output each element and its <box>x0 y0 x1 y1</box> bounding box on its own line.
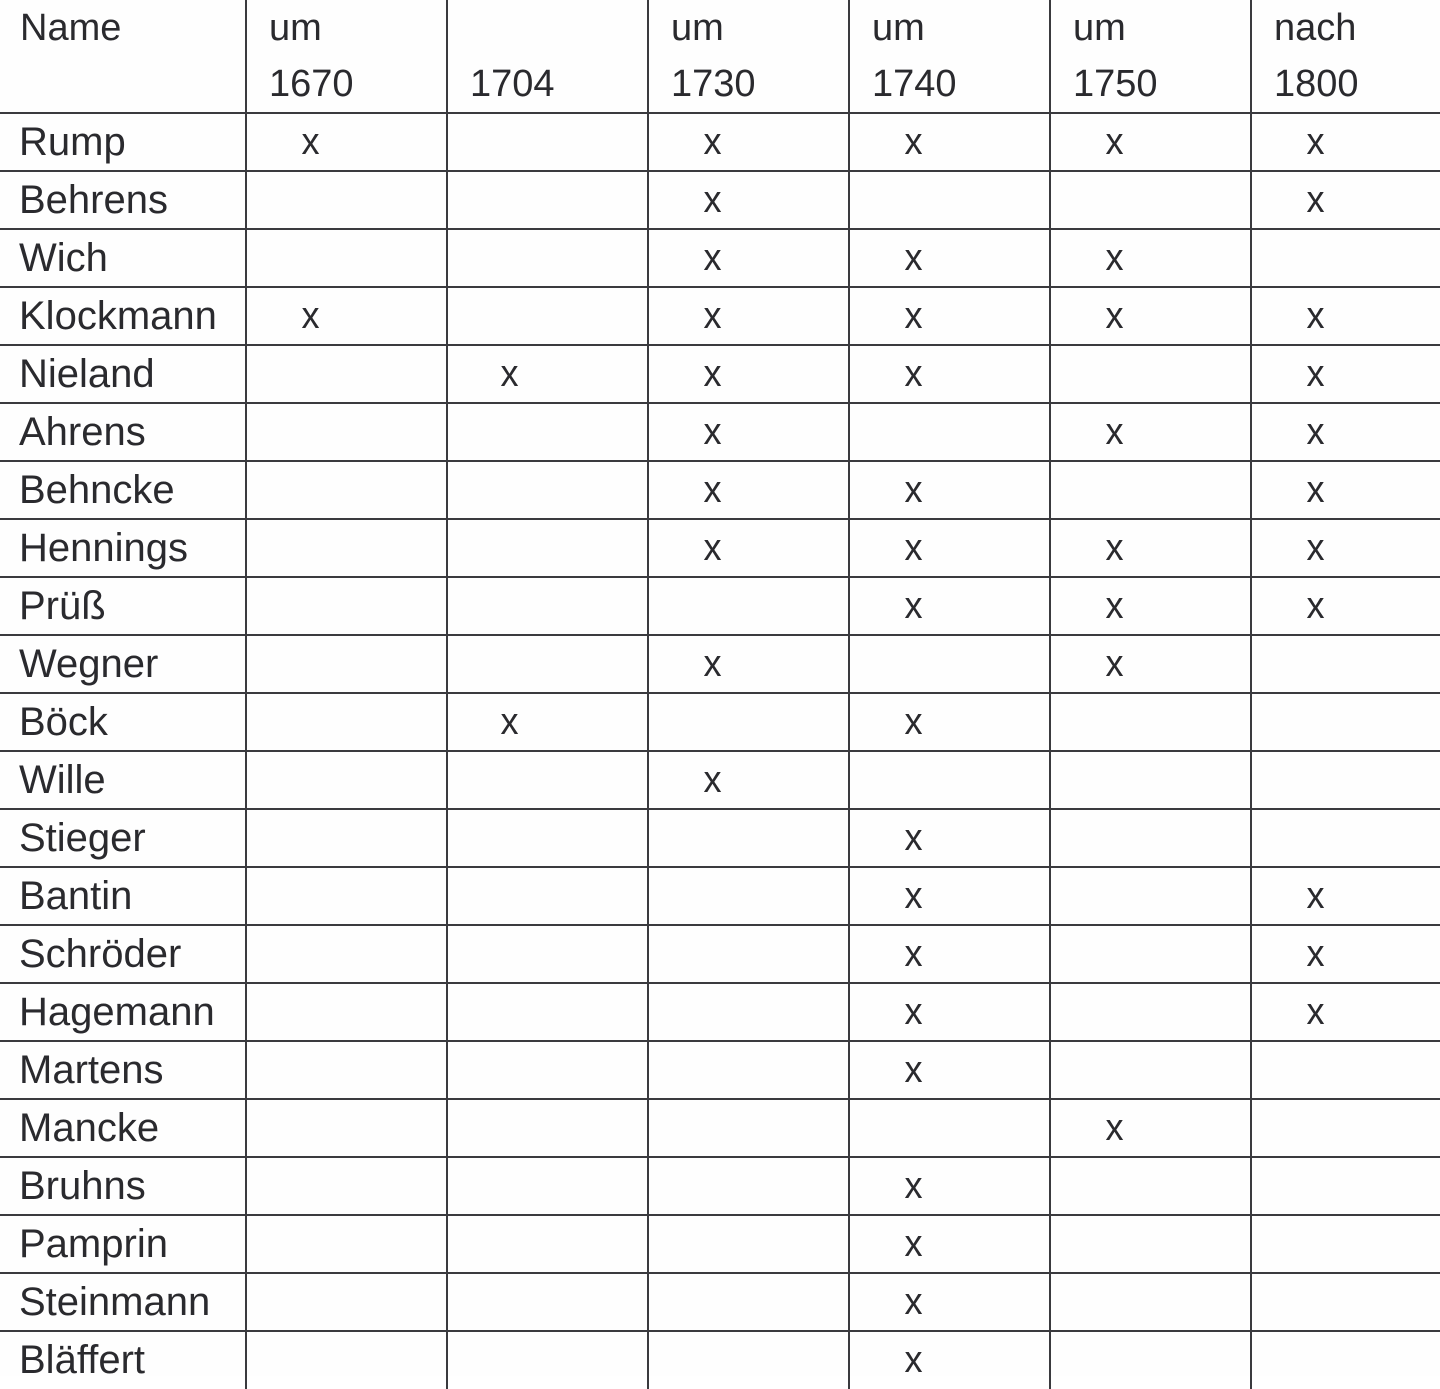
presence-mark: x <box>500 700 519 743</box>
presence-mark: x <box>904 1339 923 1381</box>
header-1800 <box>1251 0 1440 113</box>
family-name-cell: Klockmann <box>0 287 246 345</box>
mark-cell-1730 <box>648 809 849 867</box>
mark-cell-1730 <box>648 1273 849 1331</box>
family-name-cell: Wich <box>0 229 246 287</box>
mark-cell-1740 <box>849 229 1050 287</box>
presence-mark: x <box>904 816 923 859</box>
mark-cell-1800 <box>1251 171 1440 229</box>
mark-cell-1800 <box>1251 809 1440 867</box>
mark-cell-1750 <box>1050 113 1251 171</box>
presence-mark: x <box>904 120 923 163</box>
mark-cell-1800 <box>1251 1099 1440 1157</box>
header-1800-line2: 1800 <box>1274 63 1359 105</box>
mark-cell-1800 <box>1251 519 1440 577</box>
family-name-cell: Schröder <box>0 925 246 983</box>
presence-mark: x <box>1306 178 1325 221</box>
mark-cell-1750 <box>1050 635 1251 693</box>
table-row <box>0 867 1440 925</box>
mark-cell-1704 <box>447 287 648 345</box>
family-name-cell: Wegner <box>0 635 246 693</box>
mark-cell-1740 <box>849 983 1050 1041</box>
mark-cell-1670 <box>246 1331 447 1389</box>
mark-cell-1730 <box>648 867 849 925</box>
mark-cell-1800 <box>1251 577 1440 635</box>
mark-cell-1750 <box>1050 867 1251 925</box>
family-name-cell: Böck <box>0 693 246 751</box>
mark-cell-1750 <box>1050 461 1251 519</box>
table-header-row <box>0 0 1440 113</box>
family-name-cell: Bruhns <box>0 1157 246 1215</box>
mark-cell-1670 <box>246 1099 447 1157</box>
table-row <box>0 229 1440 287</box>
presence-mark: x <box>904 468 923 511</box>
mark-cell-1800 <box>1251 345 1440 403</box>
table-row <box>0 345 1440 403</box>
mark-cell-1704 <box>447 1041 648 1099</box>
mark-cell-1750 <box>1050 287 1251 345</box>
family-name-cell: Stieger <box>0 809 246 867</box>
presence-mark: x <box>703 468 722 511</box>
family-name-cell: Steinmann <box>0 1273 246 1331</box>
mark-cell-1670 <box>246 809 447 867</box>
mark-cell-1730 <box>648 1331 849 1389</box>
header-1704-line1 <box>470 0 647 56</box>
mark-cell-1740 <box>849 751 1050 809</box>
presence-mark: x <box>904 1164 923 1207</box>
table-row <box>0 1331 1440 1389</box>
presence-mark: x <box>1306 468 1325 511</box>
mark-cell-1750 <box>1050 1331 1251 1389</box>
presence-mark: x <box>703 178 722 221</box>
header-1670-line2: 1670 <box>269 63 354 105</box>
mark-cell-1800 <box>1251 983 1440 1041</box>
mark-cell-1704 <box>447 983 648 1041</box>
presence-mark: x <box>904 526 923 569</box>
presence-mark: x <box>1105 236 1124 279</box>
mark-cell-1800 <box>1251 1273 1440 1331</box>
mark-cell-1730 <box>648 1157 849 1215</box>
mark-cell-1704 <box>447 867 648 925</box>
mark-cell-1750 <box>1050 1099 1251 1157</box>
mark-cell-1730 <box>648 1041 849 1099</box>
table-row <box>0 403 1440 461</box>
mark-cell-1750 <box>1050 925 1251 983</box>
mark-cell-1750 <box>1050 519 1251 577</box>
presence-mark: x <box>1306 932 1325 975</box>
presence-mark: x <box>904 352 923 395</box>
header-1730-line1: um <box>671 7 724 49</box>
header-1704-line2: 1704 <box>470 63 555 105</box>
family-name-cell: Behrens <box>0 171 246 229</box>
mark-cell-1670 <box>246 1215 447 1273</box>
mark-cell-1730 <box>648 751 849 809</box>
mark-cell-1730 <box>648 577 849 635</box>
presence-mark: x <box>703 410 722 453</box>
header-1800-line1: nach <box>1274 7 1357 49</box>
mark-cell-1800 <box>1251 287 1440 345</box>
mark-cell-1670 <box>246 171 447 229</box>
header-1740-line1: um <box>872 7 925 49</box>
mark-cell-1670 <box>246 229 447 287</box>
mark-cell-1704 <box>447 577 648 635</box>
mark-cell-1740 <box>849 809 1050 867</box>
mark-cell-1670 <box>246 345 447 403</box>
family-name-cell: Nieland <box>0 345 246 403</box>
mark-cell-1740 <box>849 403 1050 461</box>
table-row <box>0 1041 1440 1099</box>
mark-cell-1670 <box>246 635 447 693</box>
mark-cell-1704 <box>447 751 648 809</box>
table-row <box>0 1099 1440 1157</box>
mark-cell-1740 <box>849 287 1050 345</box>
mark-cell-1740 <box>849 925 1050 983</box>
presence-mark: x <box>904 932 923 975</box>
mark-cell-1750 <box>1050 693 1251 751</box>
presence-mark: x <box>1105 584 1124 627</box>
mark-cell-1800 <box>1251 867 1440 925</box>
mark-cell-1730 <box>648 1099 849 1157</box>
mark-cell-1704 <box>447 113 648 171</box>
mark-cell-1730 <box>648 519 849 577</box>
header-1670 <box>246 0 447 113</box>
mark-cell-1750 <box>1050 751 1251 809</box>
family-name-cell: Martens <box>0 1041 246 1099</box>
table-row <box>0 1157 1440 1215</box>
mark-cell-1750 <box>1050 403 1251 461</box>
presence-mark: x <box>703 294 722 337</box>
mark-cell-1800 <box>1251 229 1440 287</box>
table-row <box>0 925 1440 983</box>
presence-mark: x <box>1105 294 1124 337</box>
table-row <box>0 635 1440 693</box>
presence-mark: x <box>904 700 923 743</box>
table-row <box>0 519 1440 577</box>
mark-cell-1704 <box>447 635 648 693</box>
mark-cell-1750 <box>1050 1215 1251 1273</box>
mark-cell-1704 <box>447 403 648 461</box>
mark-cell-1704 <box>447 925 648 983</box>
mark-cell-1800 <box>1251 461 1440 519</box>
mark-cell-1740 <box>849 1273 1050 1331</box>
mark-cell-1730 <box>648 171 849 229</box>
presence-mark: x <box>1105 1106 1124 1149</box>
mark-cell-1740 <box>849 693 1050 751</box>
presence-mark: x <box>904 1280 923 1323</box>
table-row <box>0 461 1440 519</box>
presence-mark: x <box>703 120 722 163</box>
mark-cell-1750 <box>1050 229 1251 287</box>
table-row <box>0 751 1440 809</box>
mark-cell-1670 <box>246 461 447 519</box>
table-row <box>0 1215 1440 1273</box>
presence-mark: x <box>904 1222 923 1265</box>
mark-cell-1670 <box>246 519 447 577</box>
presence-mark: x <box>1105 642 1124 685</box>
family-name-cell: Ahrens <box>0 403 246 461</box>
presence-mark: x <box>1306 294 1325 337</box>
presence-mark: x <box>1105 410 1124 453</box>
mark-cell-1740 <box>849 1215 1050 1273</box>
mark-cell-1740 <box>849 635 1050 693</box>
mark-cell-1730 <box>648 461 849 519</box>
mark-cell-1670 <box>246 1041 447 1099</box>
mark-cell-1704 <box>447 345 648 403</box>
mark-cell-1704 <box>447 809 648 867</box>
family-name-cell: Hennings <box>0 519 246 577</box>
mark-cell-1800 <box>1251 1215 1440 1273</box>
table-row <box>0 983 1440 1041</box>
mark-cell-1740 <box>849 1157 1050 1215</box>
presence-mark: x <box>703 758 722 801</box>
mark-cell-1704 <box>447 519 648 577</box>
family-name-cell: Bantin <box>0 867 246 925</box>
presence-mark: x <box>703 526 722 569</box>
presence-mark: x <box>703 352 722 395</box>
mark-cell-1730 <box>648 1215 849 1273</box>
mark-cell-1800 <box>1251 751 1440 809</box>
mark-cell-1750 <box>1050 1273 1251 1331</box>
mark-cell-1670 <box>246 577 447 635</box>
mark-cell-1800 <box>1251 1157 1440 1215</box>
mark-cell-1704 <box>447 1331 648 1389</box>
presence-mark: x <box>904 236 923 279</box>
table-row <box>0 171 1440 229</box>
mark-cell-1800 <box>1251 635 1440 693</box>
mark-cell-1740 <box>849 867 1050 925</box>
mark-cell-1670 <box>246 693 447 751</box>
mark-cell-1730 <box>648 635 849 693</box>
mark-cell-1740 <box>849 345 1050 403</box>
presence-mark: x <box>904 990 923 1033</box>
mark-cell-1740 <box>849 519 1050 577</box>
header-1730 <box>648 0 849 113</box>
header-1670-line1: um <box>269 7 322 49</box>
mark-cell-1750 <box>1050 1157 1251 1215</box>
presence-mark: x <box>1105 120 1124 163</box>
presence-mark: x <box>904 294 923 337</box>
header-name-line1: Name <box>20 7 122 49</box>
mark-cell-1704 <box>447 1215 648 1273</box>
presence-mark: x <box>904 1048 923 1091</box>
mark-cell-1704 <box>447 461 648 519</box>
mark-cell-1670 <box>246 1273 447 1331</box>
presence-mark: x <box>1306 120 1325 163</box>
mark-cell-1740 <box>849 1099 1050 1157</box>
presence-mark: x <box>904 584 923 627</box>
table-row <box>0 113 1440 171</box>
mark-cell-1670 <box>246 925 447 983</box>
table-row <box>0 1273 1440 1331</box>
presence-mark: x <box>1306 874 1325 917</box>
mark-cell-1800 <box>1251 1041 1440 1099</box>
mark-cell-1670 <box>246 403 447 461</box>
mark-cell-1740 <box>849 577 1050 635</box>
family-name-cell: Wille <box>0 751 246 809</box>
header-1740 <box>849 0 1050 113</box>
presence-mark: x <box>500 352 519 395</box>
mark-cell-1670 <box>246 867 447 925</box>
header-name-line2 <box>20 56 245 112</box>
presence-mark: x <box>301 120 320 163</box>
mark-cell-1750 <box>1050 809 1251 867</box>
header-name <box>0 0 246 113</box>
mark-cell-1800 <box>1251 693 1440 751</box>
presence-mark: x <box>703 642 722 685</box>
header-1740-line2: 1740 <box>872 63 957 105</box>
mark-cell-1740 <box>849 1331 1050 1389</box>
mark-cell-1704 <box>447 1273 648 1331</box>
header-1750 <box>1050 0 1251 113</box>
mark-cell-1800 <box>1251 925 1440 983</box>
mark-cell-1670 <box>246 113 447 171</box>
presence-mark: x <box>904 874 923 917</box>
mark-cell-1750 <box>1050 345 1251 403</box>
family-name-cell: Behncke <box>0 461 246 519</box>
mark-cell-1730 <box>648 287 849 345</box>
table-row <box>0 287 1440 345</box>
mark-cell-1750 <box>1050 983 1251 1041</box>
mark-cell-1670 <box>246 983 447 1041</box>
header-1750-line1: um <box>1073 7 1126 49</box>
mark-cell-1740 <box>849 1041 1050 1099</box>
mark-cell-1800 <box>1251 403 1440 461</box>
mark-cell-1740 <box>849 461 1050 519</box>
presence-mark: x <box>703 236 722 279</box>
mark-cell-1730 <box>648 693 849 751</box>
mark-cell-1704 <box>447 1099 648 1157</box>
table-row <box>0 809 1440 867</box>
mark-cell-1670 <box>246 1157 447 1215</box>
mark-cell-1750 <box>1050 1041 1251 1099</box>
presence-mark: x <box>1306 526 1325 569</box>
mark-cell-1670 <box>246 287 447 345</box>
family-name-cell: Bläffert <box>0 1331 246 1389</box>
family-name-cell: Rump <box>0 113 246 171</box>
presence-mark: x <box>1306 990 1325 1033</box>
mark-cell-1730 <box>648 113 849 171</box>
header-1730-line2: 1730 <box>671 63 756 105</box>
table-body <box>0 113 1440 1389</box>
mark-cell-1670 <box>246 751 447 809</box>
mark-cell-1750 <box>1050 577 1251 635</box>
presence-mark: x <box>301 294 320 337</box>
table-row <box>0 693 1440 751</box>
mark-cell-1704 <box>447 229 648 287</box>
mark-cell-1704 <box>447 171 648 229</box>
presence-mark: x <box>1306 352 1325 395</box>
mark-cell-1740 <box>849 113 1050 171</box>
family-name-cell: Pamprin <box>0 1215 246 1273</box>
mark-cell-1730 <box>648 925 849 983</box>
mark-cell-1800 <box>1251 1331 1440 1389</box>
presence-mark: x <box>1306 584 1325 627</box>
mark-cell-1750 <box>1050 171 1251 229</box>
mark-cell-1740 <box>849 171 1050 229</box>
family-name-cell: Prüß <box>0 577 246 635</box>
table-row <box>0 577 1440 635</box>
family-name-cell: Mancke <box>0 1099 246 1157</box>
presence-mark: x <box>1105 526 1124 569</box>
mark-cell-1730 <box>648 345 849 403</box>
mark-cell-1730 <box>648 403 849 461</box>
mark-cell-1704 <box>447 1157 648 1215</box>
header-1704 <box>447 0 648 113</box>
header-1750-line2: 1750 <box>1073 63 1158 105</box>
mark-cell-1800 <box>1251 113 1440 171</box>
mark-cell-1704 <box>447 693 648 751</box>
presence-mark: x <box>1306 410 1325 453</box>
family-name-cell: Hagemann <box>0 983 246 1041</box>
mark-cell-1730 <box>648 983 849 1041</box>
mark-cell-1730 <box>648 229 849 287</box>
